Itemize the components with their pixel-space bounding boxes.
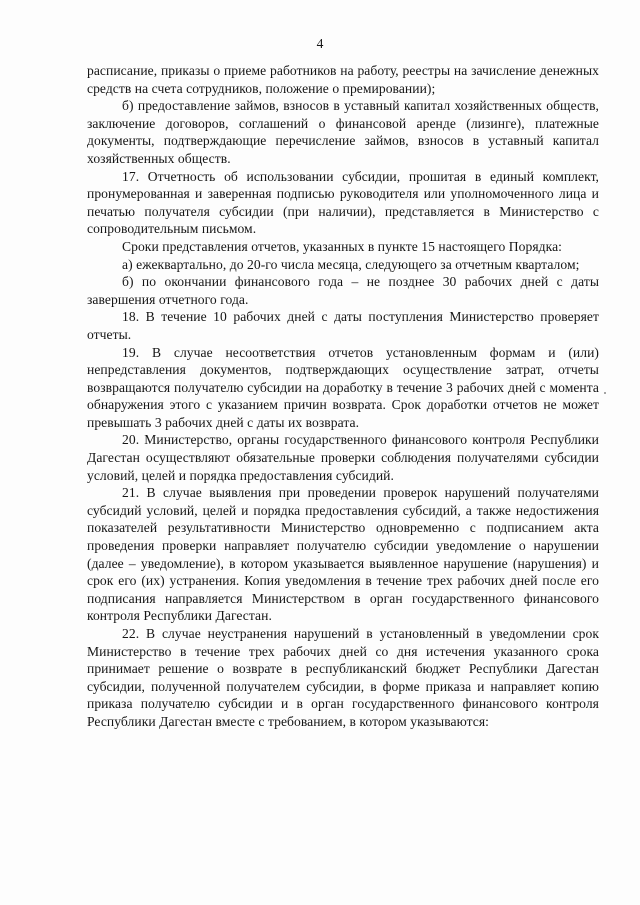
paragraph-deadline-a: а) ежеквартально, до 20-го числа месяца, следующего за отчетным кварталом; — [122, 256, 580, 272]
paragraph-19: 19. В случае несоответствия отчетов установленным формам и (или) непредставления документов, подтверждающих осуществление затрат, отчеты возвращаются получателю субсидии на доработку в течение 3 рабочих дней с момента обнаружения этого с указанием причин возврата. Срок доработки отчетов не может превышать 3 рабочих дней с даты их возврата. — [87, 344, 599, 430]
paragraph-17: 17. Отчетность об использовании субсидии, прошитая в единый комплект, пронумерованная и заверенная подписью руководителя или уполномоченного лица и печатью получателя субсидии (при наличии), представляется в Министерство с сопроводительным письмом. — [87, 168, 599, 237]
paragraph-20: 20. Министерство, органы государственного финансового контроля Республики Дагестан осуществляют обязательные проверки соблюдения получателями субсидии условий, целей и порядка предоставления субсидий. — [87, 432, 599, 483]
page-number: 4 — [316, 36, 324, 51]
paragraph-continuation: расписание, приказы о приеме работников на работу, реестры на зачисление денежных средств на счета сотрудников, положение о премировании); — [87, 63, 599, 96]
paragraph-report-deadlines: Сроки представления отчетов, указанных в пункте 15 настоящего Порядка: — [122, 238, 562, 254]
paragraph-18: 18. В течение 10 рабочих дней с даты поступления Министерство проверяет отчеты. — [87, 309, 599, 342]
paragraph-16b: б) предоставление займов, взносов в уставный капитал хозяйственных обществ, заключение договоров, соглашений о финансовой аренде (лизинге), платежные документы, подтверждающие перечисление займов, взносов в уставный капитал хозяйственных обществ. — [87, 98, 599, 166]
paragraph-deadline-b: б) по окончании финансового года – не позднее 30 рабочих дней с даты завершения отчетного года. — [87, 274, 599, 307]
paragraph-22: 22. В случае неустранения нарушений в установленный в уведомлении срок Министерство в течение трех рабочих дней со дня истечения указанного срока принимает решение о возврате в республиканский бюджет Республики Дагестан субсидии, полученной получателем субсидии, в форме приказа и направляет копию приказа получателю субсидии и в орган государственного финансового контроля Республики Дагестан вместе с требованием, в котором указываются: — [87, 626, 599, 729]
scan-speck — [604, 392, 606, 394]
document-body — [87, 62, 599, 731]
paragraph-21: 21. В случае выявления при проведении проверок нарушений получателями субсидий условий, целей и порядка предоставления субсидий, а также недостижения показателей результативности Министерство одновременно с подписанием акта проведения проверки направляет получателю субсидии уведомление о нарушении (далее – уведомление), в котором указывается выявленное нарушение (нарушения) и срок его (их) устранения. Копия уведомления в течение трех рабочих дней после его подписания направляется Министерством в орган государственного финансового контроля Республики Дагестан. — [87, 485, 599, 624]
